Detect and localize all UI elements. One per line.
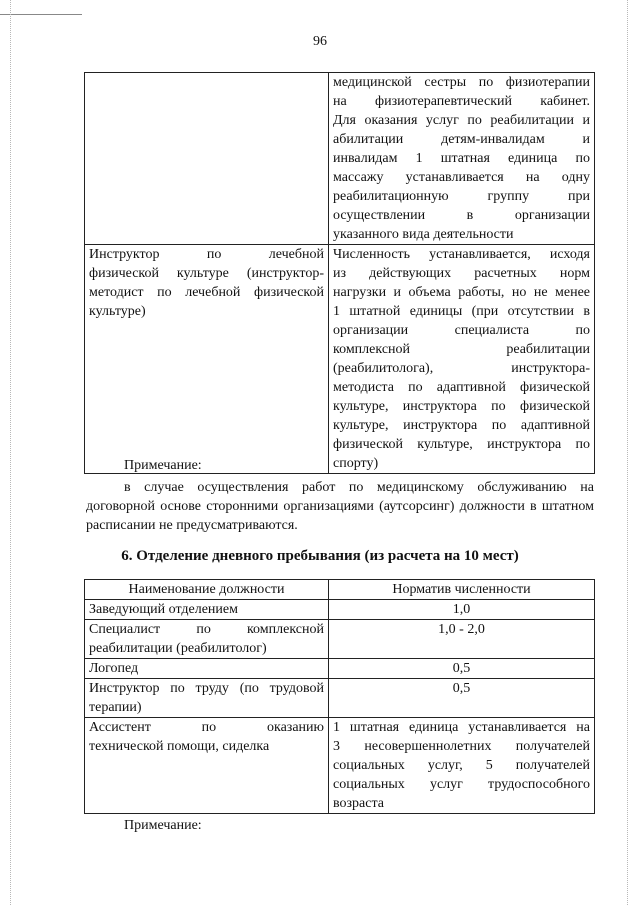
table-row [85,718,595,814]
cell-line: 1,0 - 2,0 [438,622,485,637]
cell-line: терапии) [89,700,142,715]
table-row [85,600,595,620]
table-row [85,679,595,718]
position-cell [85,659,329,679]
cell-line: социальных услуг трудоспособного [333,777,590,792]
position-cell [85,679,329,718]
cell-line: Для оказания услуг по реабилитации и [333,113,590,128]
cell-line: организации специалиста по [333,323,590,338]
position-cell [85,620,329,659]
note-label: Примечание: [124,458,202,473]
cell-line: Инструктор по труду (по трудовой [89,681,324,696]
norm-cell [329,245,595,474]
cell-line: культуре) [89,304,146,319]
table-row [85,659,595,679]
norm-cell [329,718,595,814]
norm-cell [329,600,595,620]
table-header-row [85,580,595,600]
position-cell [85,600,329,620]
scan-edge-right [627,0,628,905]
section-title: 6. Отделение дневного пребывания (из расчета на 10 мест) [121,548,519,564]
cell-line: культуре, инструктора по физической [333,399,590,414]
norm-cell [329,679,595,718]
cell-line: абилитации детям-инвалидам и [333,132,590,147]
position-cell [85,73,329,245]
day-stay-staffing-table [84,579,595,814]
cell-line: реабилитации (реабилитолог) [89,641,267,656]
cell-line: 1,0 [452,602,471,617]
note-label-2: Примечание: [124,818,202,833]
scan-edge-left [10,0,11,905]
cell-line: Специалист по комплексной [89,622,324,637]
cell-line: методист по лечебной физической [89,285,324,300]
cell-line: осуществлении в организации [333,208,590,223]
cell-line: 1 штатная единица устанавливается на [333,720,590,735]
cell-line: культуре, инструктора по адаптивной [333,418,590,433]
cell-line: 0,5 [452,681,471,696]
cell-line: комплексной реабилитации [333,342,590,357]
cell-line: инвалидам 1 штатная единица по [333,151,590,166]
table-row [85,73,595,245]
cell-line: физической культуре (инструктор- [89,266,324,281]
staffing-table-continued [84,72,595,474]
note-text: в случае осуществления работ по медицинскому обслуживанию на договорной основе сторонними организациями (аутсорсинг) должности в штатном расписании не предусматриваются. [86,480,594,533]
cell-line: спорту) [333,456,379,471]
cell-line: Заведующий отделением [89,602,238,617]
cell-line: (реабилитолога), инструктора- [333,361,590,376]
cell-line: социальных услуг, 5 получателей [333,758,590,773]
cell-line: физической культуре, инструктора по [333,437,590,452]
scan-edge-top [0,14,82,15]
cell-line: на физиотерапевтический кабинет. [333,94,590,109]
cell-line: 3 несовершеннолетних получателей [333,739,590,754]
cell-line: нагрузки и объема работы, но не менее [333,285,590,300]
cell-line: из действующих расчетных норм [333,266,590,281]
position-cell [85,718,329,814]
cell-line: технической помощи, сиделка [89,739,270,754]
cell-line: указанного вида деятельности [333,227,514,242]
cell-line: методиста по адаптивной физической [333,380,590,395]
cell-line: Ассистент по оказанию [89,720,324,735]
cell-line: возраста [333,796,384,811]
header-norm: Норматив численности [329,580,595,600]
norm-cell [329,73,595,245]
page-number: 96 [313,34,327,49]
cell-line: реабилитационную группу при [333,189,590,204]
cell-line: Инструктор по лечебной [89,247,324,262]
norm-cell [329,659,595,679]
cell-line: 0,5 [452,661,471,676]
cell-line: 1 штатной единицы (при отсутствии в [333,304,590,319]
table-row [85,620,595,659]
cell-line: Численность устанавливается, исходя [333,247,590,262]
header-position: Наименование должности [85,580,329,600]
cell-line: Логопед [89,661,139,676]
table-row [85,245,595,474]
norm-cell [329,620,595,659]
cell-line: массажу устанавливается на одну [333,170,590,185]
position-cell [85,245,329,474]
cell-line: медицинской сестры по физиотерапии [333,75,590,90]
